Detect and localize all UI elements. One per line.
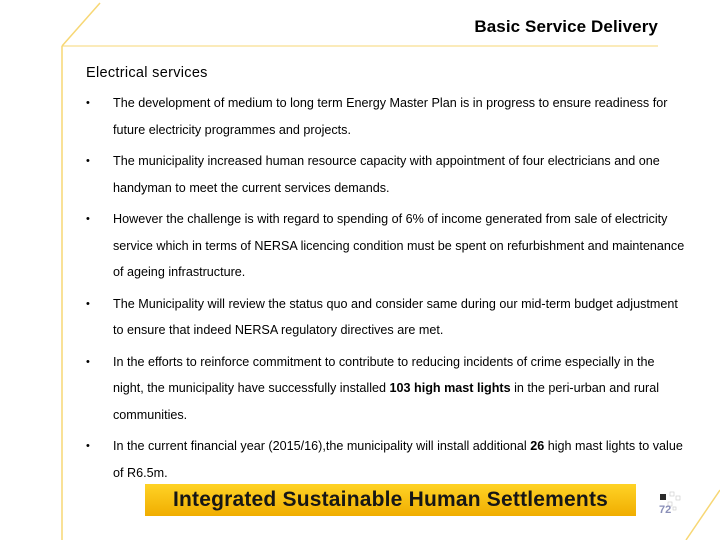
bullet-text: The development of medium to long term Energy Master Plan is in progress to ensure readiness for future electricity programmes and projects.: [113, 96, 668, 137]
bullet-item: [86, 291, 686, 344]
bullet-text-bold: 103 high mast lights: [389, 381, 511, 395]
bullet-text: The municipality increased human resource capacity with appointment of four electricians and one handyman to meet the current services demands.: [113, 154, 660, 195]
bullet-dot-icon: •: [86, 97, 90, 109]
corner-square-icon: [660, 494, 666, 500]
bullet-text-bold: 26: [530, 439, 545, 453]
bullet-text: However the challenge is with regard to spending of 6% of income generated from sale of electricity service which in terms of NERSA licencing condition must be spent on refurbishment and maintenance of ageing infrastructure.: [113, 212, 685, 279]
footer-banner-text: Integrated Sustainable Human Settlements: [172, 488, 609, 511]
bullet-text: high mast lights to value of R6.5m.: [113, 439, 683, 480]
bullet-dot-icon: •: [86, 440, 90, 452]
bullet-list: [86, 90, 686, 491]
bullet-dot-icon: •: [86, 297, 90, 310]
bullet-dot-icon: •: [86, 355, 90, 368]
bullet-item: [86, 433, 686, 486]
section-heading: Electrical services: [86, 65, 208, 81]
bullet-dot-icon: •: [86, 213, 90, 225]
slide-title: Basic Service Delivery: [474, 17, 658, 36]
bullet-text: In the efforts to reinforce commitment to contribute to reducing incidents of crime especially in the night, the municipality have successfully installed: [113, 354, 655, 395]
bullet-text: In the current financial year (2015/16),the municipality will install additional: [113, 439, 531, 453]
footer-banner: [145, 484, 636, 516]
bullet-item: [86, 349, 686, 429]
page-number: 72: [659, 504, 672, 516]
bullet-item: [86, 206, 686, 286]
bullet-item: [86, 90, 686, 143]
bullet-text: The Municipality will review the status quo and consider same during our mid-term budget adjustment to ensure that indeed NERSA regulatory directives are met.: [113, 296, 678, 337]
bullet-dot-icon: •: [86, 155, 90, 167]
bullet-text: in the peri-urban and rural communities.: [113, 381, 660, 422]
bullet-item: [86, 148, 686, 201]
